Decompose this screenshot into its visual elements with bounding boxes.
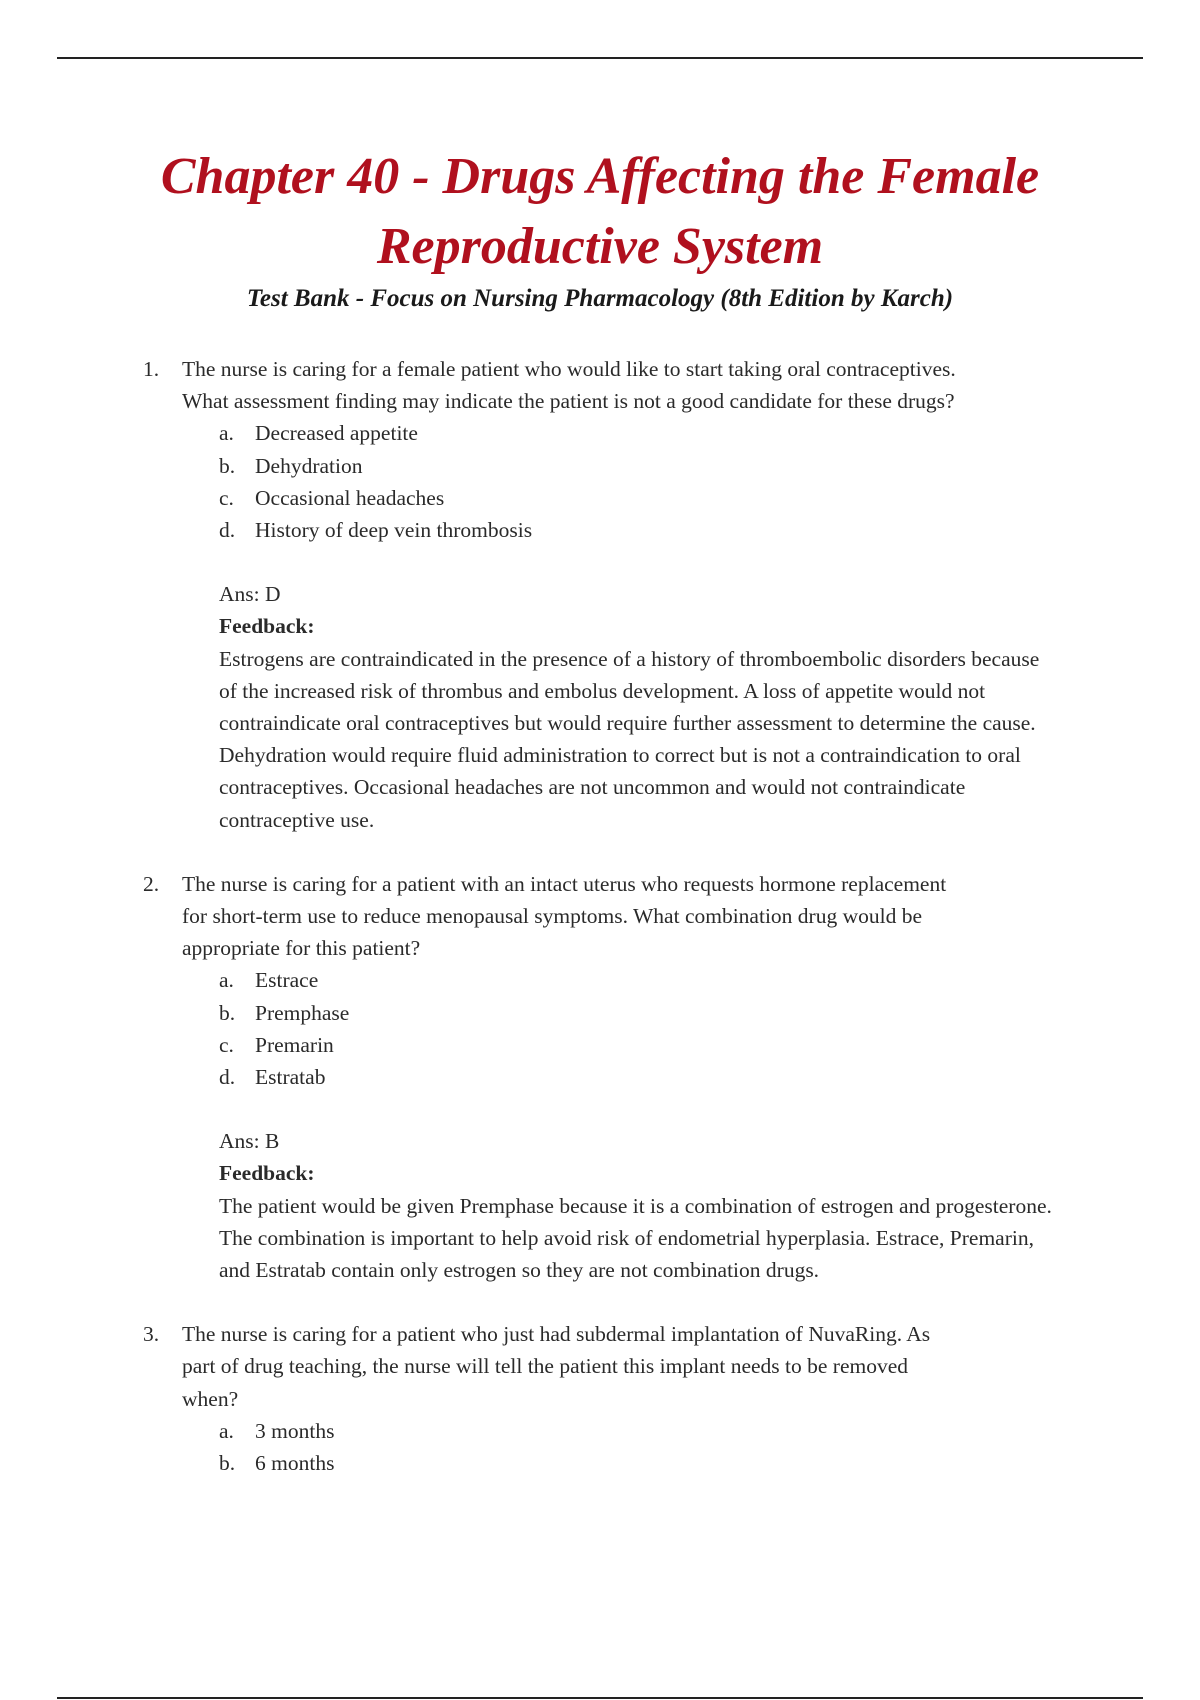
option-letter: c. (219, 1032, 234, 1057)
option-text: Estrace (255, 968, 319, 993)
feedback-label: Feedback: (219, 1161, 315, 1186)
option-text: 3 months (255, 1418, 335, 1443)
feedback-text: The patient would be given Premphase because it is a combination of estrogen and progesterone. The combination is important to help avoid risk of endometrial hyperplasia. Estrace, Premarin, and Estratab contain only estrogen so they are not combination drugs. (219, 1193, 1052, 1283)
answer-block (182, 578, 1070, 836)
option-text: Decreased appetite (255, 421, 418, 446)
option-item (219, 417, 1070, 449)
option-letter: b. (219, 1000, 236, 1025)
question-text: The nurse is caring for a patient who just had subdermal implantation of NuvaRing. As part of drug teaching, the nurse will tell the patient this implant needs to be removed when? (182, 1322, 931, 1411)
top-rule (57, 57, 1143, 59)
feedback-label: Feedback: (219, 614, 315, 639)
question-number: 3. (143, 1322, 160, 1347)
option-letter: b. (219, 453, 236, 478)
option-text: History of deep vein thrombosis (255, 518, 533, 543)
option-letter: d. (219, 1065, 236, 1090)
option-text: Estratab (255, 1065, 326, 1090)
option-item (219, 1447, 1070, 1479)
question-2 (140, 868, 1070, 1286)
option-item (219, 1415, 1070, 1447)
option-item (219, 964, 1070, 996)
feedback-text: Estrogens are contraindicated in the presence of a history of thromboembolic disorders because of the increased risk of thrombus and embolus development. A loss of appetite would not contraindicate oral contraceptives but would require further assessment to determine the cause. Dehydration would require fluid administration to correct but is not a contraindication to oral contraceptives. Occasional headaches are not uncommon and would not contraindicate contraceptive use. (219, 646, 1040, 832)
answer-key: Ans: D (219, 582, 281, 607)
option-letter: c. (219, 485, 234, 510)
question-text: The nurse is caring for a patient with an intact uterus who requests hormone replacement for short-term use to reduce menopausal symptoms. What combination drug would be appropriate for this patient? (182, 871, 947, 961)
option-text: 6 months (255, 1451, 335, 1476)
option-text: Premarin (255, 1032, 334, 1057)
bottom-rule (57, 1697, 1143, 1699)
answer-block (182, 1125, 1070, 1286)
chapter-title-line-1: Chapter 40 - Drugs Affecting the Female (160, 148, 1040, 205)
option-text: Occasional headaches (255, 485, 445, 510)
option-letter: b. (219, 1451, 236, 1476)
option-letter: a. (219, 421, 234, 446)
option-text: Premphase (255, 1000, 350, 1025)
question-list (140, 353, 1070, 1511)
question-number: 1. (143, 357, 160, 381)
option-item (219, 997, 1070, 1029)
option-item (219, 1029, 1070, 1061)
question-text: The nurse is caring for a female patient who would like to start taking oral contraceptives. What assessment finding may indicate the patient is not a good candidate for these drugs? (182, 357, 956, 414)
chapter-title-line-2: Reproductive System (376, 218, 824, 275)
option-list (182, 417, 1070, 546)
option-item (219, 1061, 1070, 1093)
option-item (219, 514, 1070, 546)
option-letter: a. (219, 1418, 234, 1443)
option-item (219, 482, 1070, 514)
option-list (182, 964, 1070, 1093)
option-text: Dehydration (255, 453, 363, 478)
chapter-title (100, 142, 1100, 282)
option-item (219, 450, 1070, 482)
option-list (182, 1415, 1070, 1479)
answer-key: Ans: B (219, 1129, 280, 1154)
question-1 (140, 353, 1070, 836)
question-number: 2. (143, 871, 160, 896)
option-letter: a. (219, 968, 234, 993)
question-3 (140, 1318, 1070, 1479)
book-subtitle: Test Bank - Focus on Nursing Pharmacology (8th Edition by Karch) (246, 285, 954, 312)
option-letter: d. (219, 518, 236, 543)
